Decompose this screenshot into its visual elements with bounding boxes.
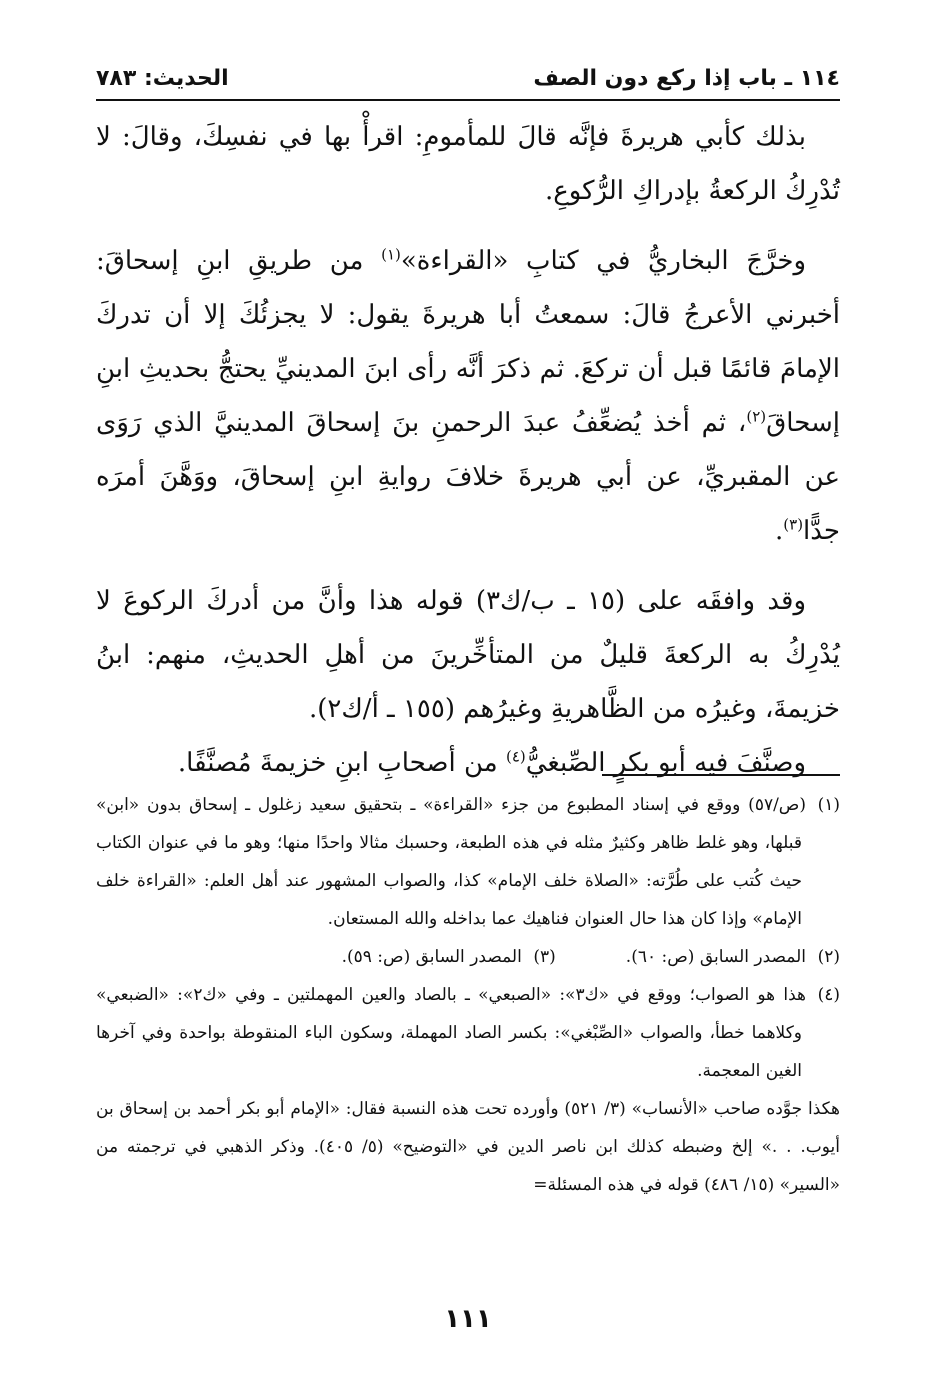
footnote-ref-2: (٢) <box>746 407 767 426</box>
paragraph-2-part-b: من طريقِ ابنِ إسحاقَ: أخبرني الأعرجُ قالَ: سمعتُ أبا هريرةَ يقول: لا يجزئُكَ إلا أن تدركَ الإمامَ قائمًا قبل أن تركعَ. ثم ذكرَ أنَّه رأى ابنَ المدينيِّ يحتجُّ بحديثِ ابنِ إسحاقَ <box>96 246 840 438</box>
paragraph-3: وقد وافقَه على (١٥ ـ ب/ك٣) قوله هذا وأنَّ من أدركَ الركوعَ لا يُدْرِكُ به الركعةَ قليلٌ من المتأخِّرينَ من أهلِ الحديثِ، منهم: ابنُ خزيمةَ، وغيرُه من الظَّاهريةِ وغيرُهم (١٥٥ ـ أ/ك٢). <box>96 586 840 724</box>
footnote-1-number: (١) <box>817 795 840 815</box>
paragraph-4-part-b: من أصحابِ ابنِ خزيمةَ مُصنَّفًا. <box>177 748 506 778</box>
main-text <box>96 110 840 790</box>
paragraph-2-part-d: . <box>775 516 784 546</box>
footnotes <box>96 786 840 1204</box>
paragraph-1: بذلك كأبي هريرةَ فإنَّه قالَ للمأمومِ: اقرأْ بها في نفسِكَ، وقالَ: لا تُدْرِكُ الركعةُ بإدراكِ الرُّكوعِ. <box>96 122 840 206</box>
running-header <box>96 60 840 96</box>
page-number: ١١١ <box>444 1304 492 1334</box>
footnote-ref-3: (٣) <box>783 515 804 534</box>
footnotes-2-3 <box>96 938 840 976</box>
paragraph-4-part-a: وصنَّفَ فيه أبو بكرٍ الصِّبغيُّ <box>525 748 806 778</box>
footnote-1-text: (ص/٥٧) ووقع في إسناد المطبوع من جزء «القراءة» ـ بتحقيق سعيد زغلول ـ إسحاق بدون «ابن» قبلها، وهو غلط ظاهر وكثيرٌ مثله في هذه الطبعة، وحسبك مثالا واحدًا منها؛ وهو ما في عنوان الكتاب حيث كُتب على طُرَّته: «الصلاة خلف الإمام» كذا، والصواب المشهور عند أهل العلم: «القراءة خلف الإمام» وإذا كان هذا حال العنوان فناهيك عما بداخله والله المستعان. <box>96 795 806 929</box>
header-rule <box>96 99 840 101</box>
footnote-3 <box>342 938 556 976</box>
paragraph-2 <box>96 234 840 558</box>
footnote-3-text: المصدر السابق (ص: ٥٩). <box>341 947 522 967</box>
chapter-title: ١١٤ ـ باب إذا ركع دون الصف <box>533 65 840 91</box>
paragraph-2-part-a: وخرَّجَ البخاريُّ في كتابِ «القراءة» <box>400 246 806 276</box>
footnote-2-text: المصدر السابق (ص: ٦٠). <box>625 947 806 967</box>
footnote-ref-4: (٤) <box>505 747 526 766</box>
footnote-ref-1: (١) <box>381 245 401 264</box>
footnote-3-number: (٣) <box>533 947 556 967</box>
footnote-4-continuation: هكذا جوَّده صاحب «الأنساب» (٣/ ٥٢١) وأورده تحت هذه النسبة فقال: «الإمام أبو بكر أحمد بن إسحاق بن أيوب. . .» إلخ وضبطه كذلك ابن ناصر الدين في «التوضيح» (٥/ ٤٠٥). وذكر الذهبي في ترجمته من «السير» (١٥/ ٤٨٦) قوله في هذه المسئلة= <box>96 1099 841 1195</box>
footnote-4-text: هذا هو الصواب؛ ووقع في «ك٣»: «الصبعي» ـ بالصاد والعين المهملتين ـ وفي «ك٢»: «الضبعي» وكلاهما خطأ، والصواب «الصِّبْغي»: بكسر الصاد المهملة، وسكون الباء المنقوطة بواحدة وفي آخرها الغين المعجمة. <box>96 985 806 1081</box>
footnote-1 <box>96 786 840 938</box>
footnote-separator <box>602 774 840 776</box>
paragraph-2-part-c: ، ثم أخذ يُضعِّفُ عبدَ الرحمنِ بنَ إسحاقَ المدينيَّ الذي رَوَى عن المقبريِّ، عن أبي هريرةَ خلافَ روايةِ ابنِ إسحاقَ، ووَهَّنَ أمرَه جدًّا <box>96 408 840 546</box>
footnote-2-number: (٢) <box>817 947 840 967</box>
paragraph-4 <box>96 736 840 790</box>
hadith-number: الحديث: ٧٨٣ <box>96 65 229 91</box>
footnote-4 <box>96 976 840 1090</box>
footnote-2 <box>626 938 840 976</box>
footnote-4-number: (٤) <box>817 985 840 1005</box>
